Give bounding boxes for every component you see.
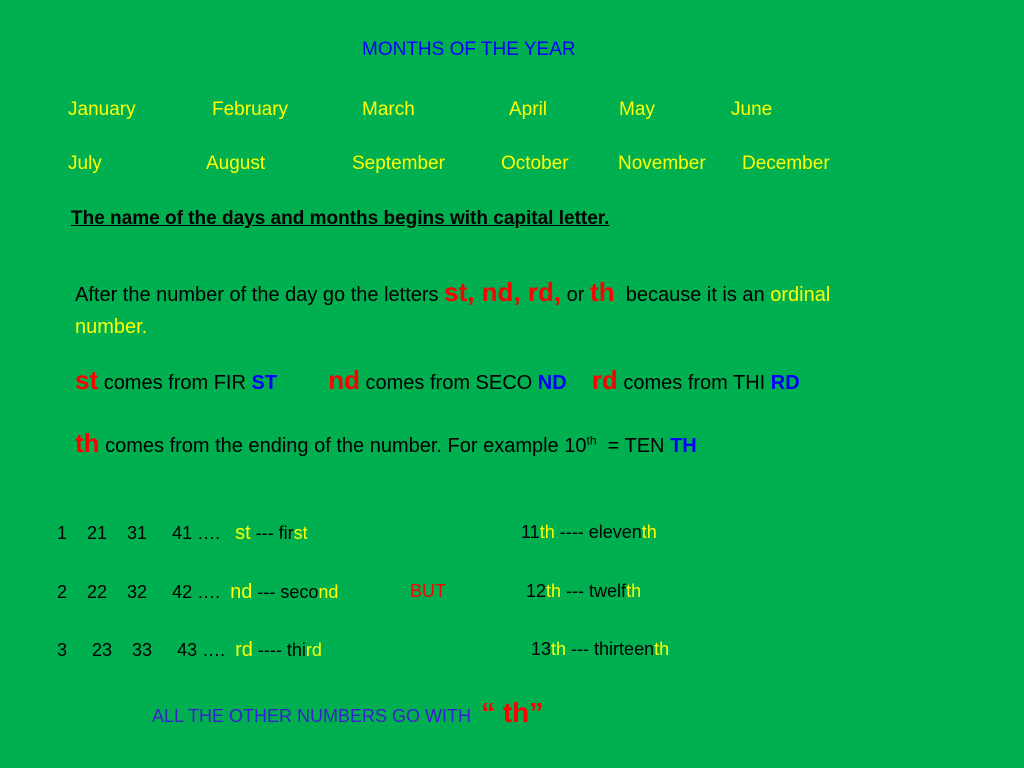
- row1-right-word-suffix: th: [641, 522, 657, 542]
- row3-right-suffix: th: [551, 639, 567, 659]
- row3-right-word: --- thirteen: [571, 639, 655, 659]
- month-october: October: [501, 153, 569, 174]
- st-abbr: ST: [251, 372, 278, 394]
- month-march: March: [362, 99, 415, 120]
- month-april: April: [509, 99, 548, 120]
- row2-numbers: 2 22 32 42 ….: [57, 582, 221, 602]
- rd-abbr: RD: [770, 372, 800, 394]
- but-label: BUT: [410, 581, 446, 601]
- row1-right-suffix: th: [539, 522, 555, 542]
- example-row-2: [57, 581, 338, 604]
- or-text: or: [566, 284, 585, 306]
- st-suffix: st: [75, 365, 99, 395]
- ordinal-explanation: [75, 276, 1005, 343]
- ordinal-word: ordinal: [770, 284, 831, 306]
- th-sup: th: [586, 433, 597, 448]
- other-numbers-text: ALL THE OTHER NUMBERS GO WITH: [152, 706, 472, 726]
- th-big: th: [75, 428, 100, 458]
- th-explanation-line: [75, 428, 697, 459]
- row3-suffix: rd: [235, 639, 253, 661]
- row2-right-number: 12: [526, 581, 547, 601]
- row2-right-word-suffix: th: [626, 581, 642, 601]
- capital-letter-rule: The name of the days and months begins with capital letter.: [71, 208, 610, 229]
- row3-numbers: 3 23 33 43 ….: [57, 640, 226, 660]
- st-text: comes from FIR: [103, 372, 246, 394]
- because-text: because it is an: [625, 284, 765, 306]
- row3-right-number: 13: [531, 639, 552, 659]
- th-suffix: th: [590, 277, 615, 307]
- other-numbers-note: [152, 697, 543, 729]
- row1-right-word: ---- eleven: [559, 522, 642, 542]
- example-row-3: [57, 639, 322, 662]
- th-text: comes from the ending of the number. For example 10: [105, 435, 587, 457]
- number-word: number.: [75, 316, 148, 338]
- row2-word-suffix: nd: [318, 582, 339, 602]
- month-december: December: [742, 153, 830, 174]
- example-row-3-right: [531, 639, 669, 660]
- month-june: June: [731, 99, 773, 120]
- rd-suffix: rd: [591, 365, 618, 395]
- month-september: September: [352, 153, 445, 174]
- page-title: MONTHS OF THE YEAR: [362, 39, 576, 60]
- comes-from-line: [75, 365, 800, 396]
- th-quote: “ th”: [481, 697, 544, 728]
- suffix-list: st, nd, rd,: [444, 277, 562, 307]
- after-text: After the number of the day go the letters: [75, 284, 439, 306]
- row2-suffix: nd: [230, 581, 253, 603]
- row1-numbers: 1 21 31 41 ….: [57, 523, 221, 543]
- rd-text: comes from THI: [623, 372, 766, 394]
- month-january: January: [68, 99, 136, 120]
- row1-word-suffix: st: [293, 523, 308, 543]
- row2-right-suffix: th: [546, 581, 562, 601]
- row1-suffix: st: [235, 522, 251, 544]
- month-may: May: [619, 99, 655, 120]
- month-november: November: [618, 153, 706, 174]
- month-february: February: [212, 99, 289, 120]
- nd-abbr: ND: [537, 372, 567, 394]
- ten-text: = TEN: [607, 435, 665, 457]
- month-july: July: [68, 153, 102, 174]
- row2-right-word: --- twelf: [566, 581, 627, 601]
- row2-word: --- seco: [257, 582, 319, 602]
- example-row-1-right: [521, 522, 657, 543]
- th-abbr: TH: [670, 435, 697, 457]
- month-august: August: [206, 153, 266, 174]
- row3-word: ---- thi: [257, 640, 306, 660]
- example-row-2-right: [526, 581, 641, 602]
- nd-text: comes from SECO: [365, 372, 533, 394]
- row1-right-number: 11: [521, 522, 540, 542]
- row1-word: --- fir: [255, 523, 294, 543]
- row3-right-word-suffix: th: [654, 639, 670, 659]
- row3-word-suffix: rd: [305, 640, 322, 660]
- example-row-1: [57, 522, 308, 545]
- nd-suffix: nd: [328, 365, 360, 395]
